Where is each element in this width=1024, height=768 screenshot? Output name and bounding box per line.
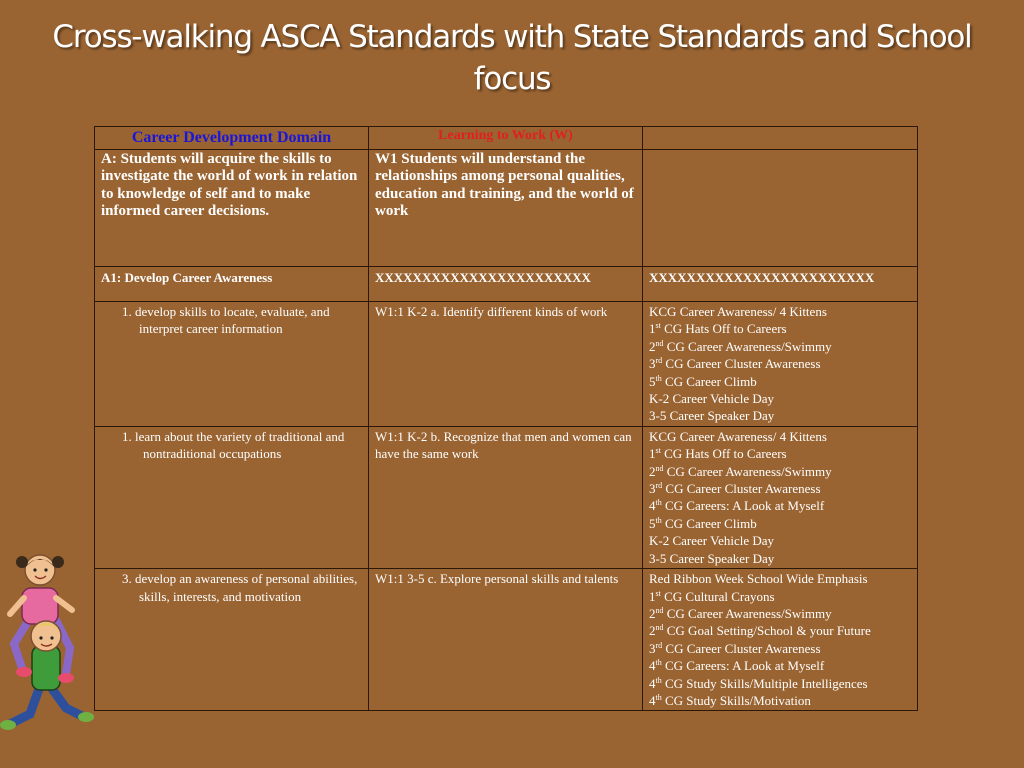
- activity-line: [649, 355, 911, 372]
- activity-line: [649, 622, 911, 639]
- activity-text: CG Study Skills/Multiple Intelligences: [661, 675, 868, 691]
- header-empty-cell: [643, 127, 918, 150]
- school-activities-cell: [643, 302, 918, 427]
- activity-text: CG Career Climb: [661, 515, 757, 531]
- asca-indicator-cell: 3. develop an awareness of personal abilities, skills, interests, and motivation: [95, 569, 369, 711]
- activity-line: [649, 588, 911, 605]
- crosswalk-table: [94, 126, 918, 711]
- table-header-row: [95, 127, 918, 150]
- activity-line: [649, 338, 911, 355]
- grade-number: 3: [649, 356, 656, 372]
- activity-text: CG Careers: A Look at Myself: [661, 658, 825, 674]
- activity-text: CG Goal Setting/School & your Future: [663, 623, 871, 639]
- grade-ordinal-suffix: th: [655, 658, 662, 668]
- activity-line: [649, 407, 911, 424]
- activity-text: 3-5 Career Speaker Day: [649, 550, 775, 566]
- activity-line: [649, 390, 911, 407]
- grade-number: 3: [649, 481, 656, 497]
- asca-indicator-cell: 1. learn about the variety of traditional and nontraditional occupations: [95, 426, 369, 568]
- slide-title-line2: focus: [473, 61, 551, 97]
- grade-ordinal-suffix: st: [655, 321, 661, 331]
- table-row: [95, 569, 918, 711]
- grade-number: 1: [649, 446, 656, 462]
- slide-title: [40, 18, 984, 98]
- grade-number: 2: [649, 463, 656, 479]
- activity-line: [649, 657, 911, 674]
- grade-ordinal-suffix: st: [655, 446, 661, 456]
- activity-text: Red Ribbon Week School Wide Emphasis: [649, 571, 868, 587]
- activity-line: [649, 550, 911, 567]
- activity-line: [649, 303, 911, 320]
- children-piggyback-clipart: [0, 548, 96, 738]
- activity-text: CG Career Cluster Awareness: [662, 640, 821, 656]
- competency-row: [95, 267, 918, 302]
- activity-text: CG Study Skills/Motivation: [661, 692, 811, 708]
- activity-line: [649, 532, 911, 549]
- grade-number: 5: [649, 515, 656, 531]
- activity-line: [649, 515, 911, 532]
- grade-number: 4: [649, 658, 656, 674]
- activity-text: CG Careers: A Look at Myself: [661, 498, 825, 514]
- state-indicator-cell: W1:1 3-5 c. Explore personal skills and talents: [369, 569, 643, 711]
- activity-text: KCG Career Awareness/ 4 Kittens: [649, 304, 827, 319]
- state-indicator-cell: W1:1 K-2 b. Recognize that men and women can have the same work: [369, 426, 643, 568]
- activity-line: [649, 445, 911, 462]
- grade-ordinal-suffix: th: [655, 498, 662, 508]
- activity-text: CG Career Awareness/Swimmy: [663, 463, 832, 479]
- grade-ordinal-suffix: th: [655, 675, 662, 685]
- activity-text: CG Career Cluster Awareness: [662, 481, 821, 497]
- activity-text: K-2 Career Vehicle Day: [649, 533, 775, 549]
- grade-ordinal-suffix: th: [655, 373, 662, 383]
- header-learning-cell: Learning to Work (W): [369, 127, 643, 150]
- asca-indicator-cell: 1. develop skills to locate, evaluate, and interpret career information: [95, 302, 369, 427]
- grade-ordinal-suffix: th: [655, 515, 662, 525]
- grade-ordinal-suffix: rd: [655, 356, 663, 366]
- activity-text: CG Career Climb: [661, 373, 757, 389]
- state-competency-cell: XXXXXXXXXXXXXXXXXXXXXXX: [369, 267, 643, 302]
- activity-text: CG Career Awareness/Swimmy: [663, 605, 832, 621]
- grade-number: 2: [649, 338, 656, 354]
- grade-number: 4: [649, 675, 656, 691]
- table-row: [95, 426, 918, 568]
- activity-line: [649, 692, 911, 709]
- grade-number: 5: [649, 373, 656, 389]
- activity-line: [649, 320, 911, 337]
- grade-ordinal-suffix: th: [655, 692, 662, 702]
- activity-line: [649, 480, 911, 497]
- activity-line: [649, 570, 911, 587]
- grade-ordinal-suffix: rd: [655, 481, 663, 491]
- activity-line: [649, 640, 911, 657]
- grade-number: 2: [649, 623, 656, 639]
- grade-number: 1: [649, 588, 656, 604]
- grade-ordinal-suffix: rd: [655, 640, 663, 650]
- activity-line: [649, 463, 911, 480]
- grade-number: 4: [649, 692, 656, 708]
- grade-ordinal-suffix: st: [655, 588, 661, 598]
- activity-text: 3-5 Career Speaker Day: [649, 408, 775, 424]
- grade-ordinal-suffix: nd: [655, 605, 664, 615]
- grade-ordinal-suffix: nd: [655, 338, 664, 348]
- activity-line: [649, 428, 911, 445]
- activity-text: CG Career Cluster Awareness: [662, 356, 821, 372]
- activity-text: CG Hats Off to Careers: [660, 446, 787, 462]
- grade-ordinal-suffix: nd: [655, 623, 664, 633]
- state-standard-cell: W1 Students will understand the relationships among personal qualities, education and training, and the world of work: [369, 150, 643, 267]
- activity-line: [649, 497, 911, 514]
- asca-competency-cell: A1: Develop Career Awareness: [95, 267, 369, 302]
- activity-text: CG Cultural Crayons: [660, 588, 775, 604]
- activity-text: CG Career Awareness/Swimmy: [663, 338, 832, 354]
- activity-text: K-2 Career Vehicle Day: [649, 391, 775, 407]
- header-domain-cell: Career Development Domain: [95, 127, 369, 150]
- asca-standard-cell: A: Students will acquire the skills to investigate the world of work in relation to knowledge of self and to make informed career decisions.: [95, 150, 369, 267]
- school-activities-cell: [643, 569, 918, 711]
- slide-title-line1: Cross-walking ASCA Standards with State Standards and School: [52, 19, 972, 55]
- activity-line: [649, 675, 911, 692]
- state-indicator-cell: W1:1 K-2 a. Identify different kinds of work: [369, 302, 643, 427]
- school-standard-cell: [643, 150, 918, 267]
- activity-text: KCG Career Awareness/ 4 Kittens: [649, 428, 827, 444]
- standard-row: [95, 150, 918, 267]
- grade-number: 4: [649, 498, 656, 514]
- grade-number: 2: [649, 605, 656, 621]
- grade-number: 1: [649, 321, 656, 337]
- activity-text: CG Hats Off to Careers: [660, 321, 787, 337]
- school-activities-cell: [643, 426, 918, 568]
- school-competency-cell: XXXXXXXXXXXXXXXXXXXXXXXX: [643, 267, 918, 302]
- grade-number: 3: [649, 640, 656, 656]
- table-row: [95, 302, 918, 427]
- activity-line: [649, 605, 911, 622]
- activity-line: [649, 373, 911, 390]
- grade-ordinal-suffix: nd: [655, 463, 664, 473]
